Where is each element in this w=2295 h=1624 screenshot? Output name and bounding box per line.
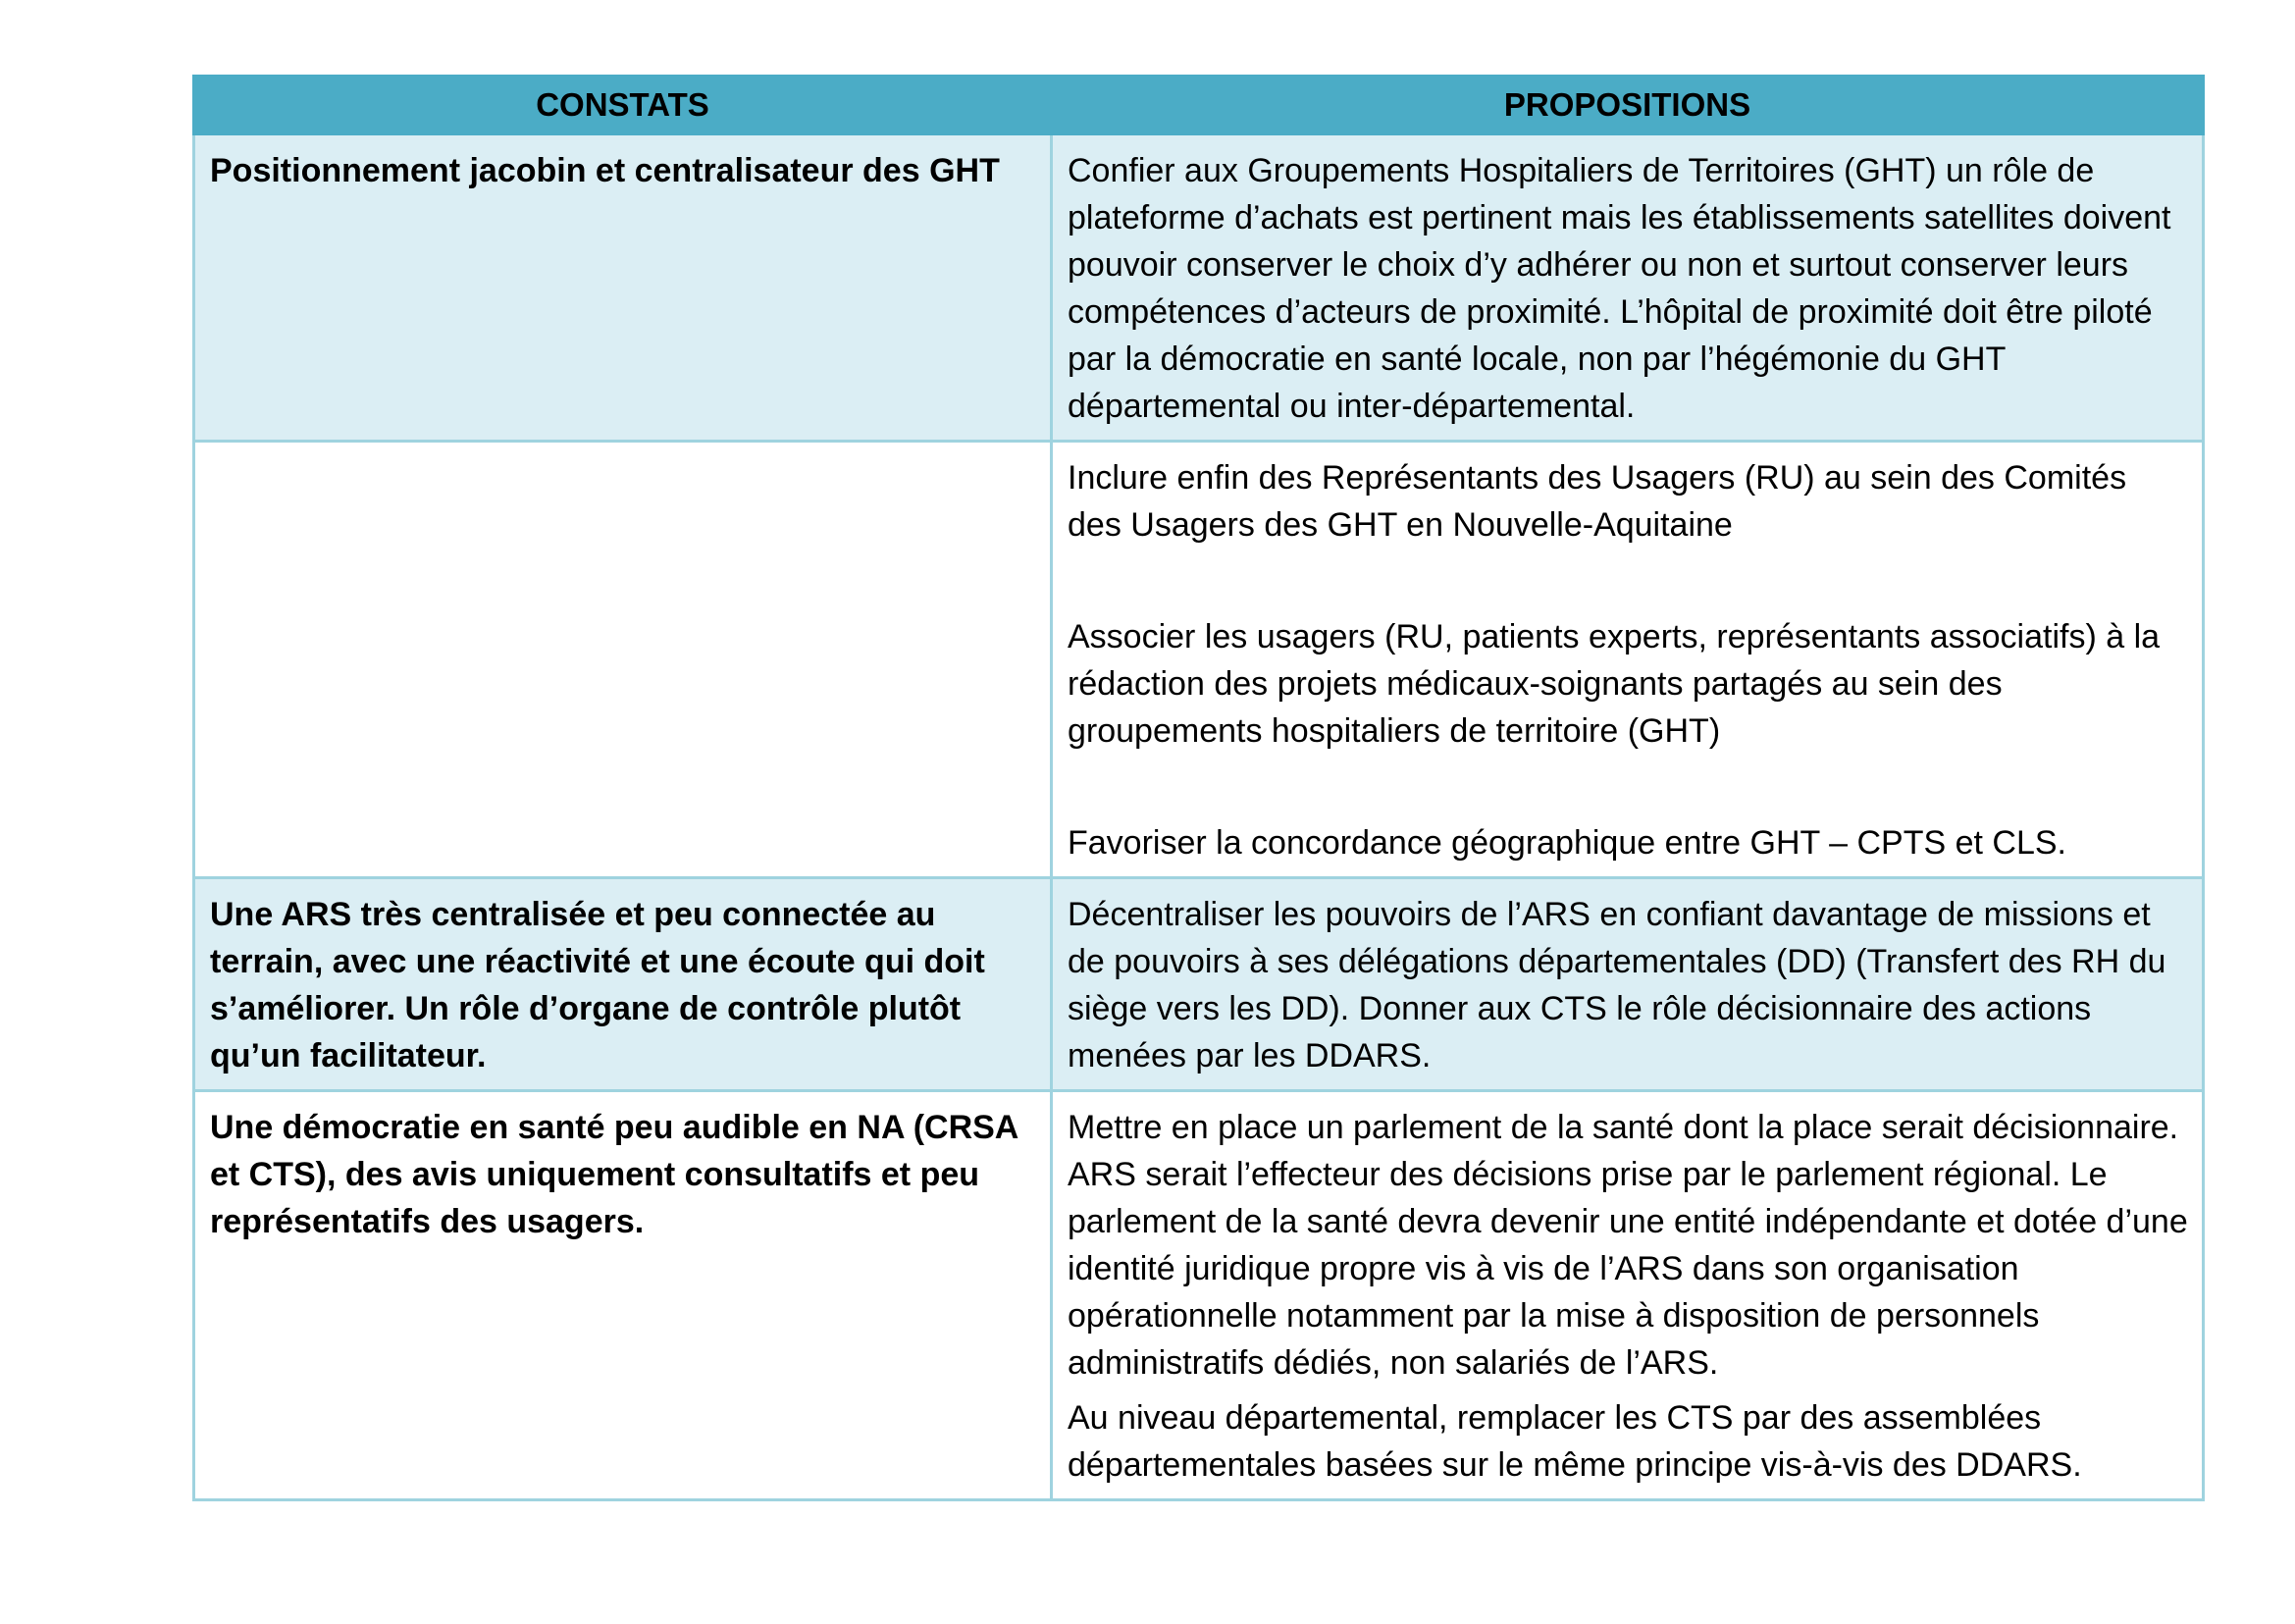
proposition-text: Confier aux Groupements Hospitaliers de Territoires (GHT) un rôle de plateforme d’achats est pertinent mais les établissements satellites doivent pouvoir conserver le choix d’y adhérer ou non et surtout conserver leurs compétences d’acteurs de proximité. L’hôpital de proximité doit être piloté par la démocratie en santé locale, non par l’hégémonie du GHT départemental ou inter-départemental. xyxy=(1068,152,2171,425)
proposition-text: Favoriser la concordance géographique entre GHT – CPTS et CLS. xyxy=(1068,824,2067,862)
proposition-text: Inclure enfin des Représentants des Usagers (RU) au sein des Comités des Usagers des GHT en Nouvelle-Aquitaine xyxy=(1068,459,2127,544)
header-constats: CONSTATS xyxy=(194,77,1052,134)
table-row xyxy=(194,442,2204,878)
table-header-row xyxy=(194,77,2204,134)
table-row xyxy=(194,134,2204,442)
constat-cell: Une démocratie en santé peu audible en NA (CRSA et CTS), des avis uniquement consultatifs et peu représentatifs des usagers. xyxy=(194,1091,1052,1500)
table-row xyxy=(194,878,2204,1091)
table-row xyxy=(194,1091,2204,1500)
constat-cell: Une ARS très centralisée et peu connectée au terrain, avec une réactivité et une écoute qui doit s’améliorer. Un rôle d’organe de contrôle plutôt qu’un facilitateur. xyxy=(194,878,1052,1091)
proposition-text: Décentraliser les pouvoirs de l’ARS en confiant davantage de missions et de pouvoirs à ses délégations départementales (DD) (Transfert des RH du siège vers les DD). Donner aux CTS le rôle décisionnaire des actions menées par les DDARS. xyxy=(1068,896,2166,1074)
proposition-cell xyxy=(1052,442,2204,878)
constats-propositions-table xyxy=(192,75,2205,1501)
proposition-text: Associer les usagers (RU, patients experts, représentants associatifs) à la rédaction des projets médicaux-soignants partagés au sein des groupements hospitaliers de territoire (GHT) xyxy=(1068,618,2161,750)
constat-cell: Positionnement jacobin et centralisateur des GHT xyxy=(194,134,1052,442)
constat-cell xyxy=(194,442,1052,878)
proposition-cell xyxy=(1052,878,2204,1091)
proposition-text: Mettre en place un parlement de la santé dont la place serait décisionnaire. ARS serait l’effecteur des décisions prise par le parlement régional. Le parlement de la santé devra devenir une entité indépendante et dotée d’une identité juridique propre vis à vis de l’ARS dans son organisation opérationnelle notamment par la mise à disposition de personnels administratifs dédiés, non salariés de l’ARS. xyxy=(1068,1109,2188,1382)
header-propositions: PROPOSITIONS xyxy=(1052,77,2204,134)
proposition-cell xyxy=(1052,1091,2204,1500)
proposition-text: Au niveau départemental, remplacer les CTS par des assemblées départementales basées sur le même principe vis-à-vis des DDARS. xyxy=(1068,1399,2082,1484)
proposition-cell xyxy=(1052,134,2204,442)
